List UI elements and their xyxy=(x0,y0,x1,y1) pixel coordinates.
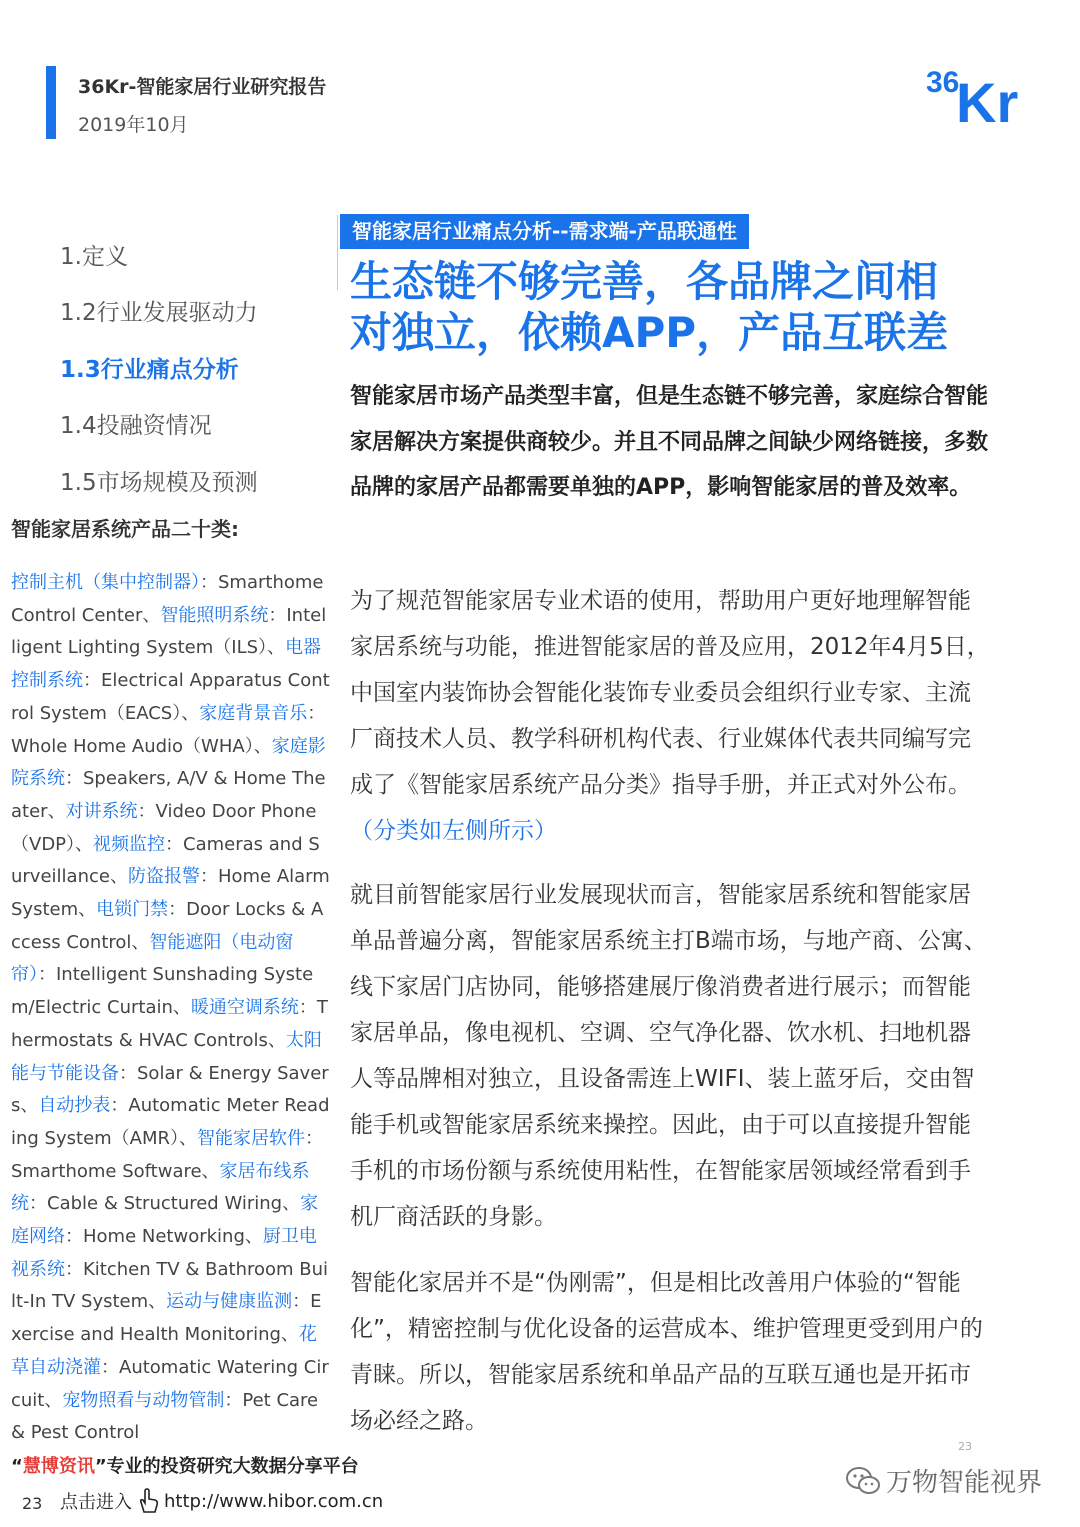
page-number-small: 23 xyxy=(958,1440,972,1453)
page-number: 23 xyxy=(22,1494,43,1513)
section-tag: 智能家居行业痛点分析--需求端-产品联通性 xyxy=(340,214,749,249)
category-cn: 花草自动浇灌 xyxy=(11,1324,317,1378)
category-en: ：Kitchen TV & Bathroom Built-In TV System、 xyxy=(11,1258,329,1313)
site-url-link[interactable]: http://www.hibor.com.cn xyxy=(164,1490,384,1512)
category-cn: 自动抄表 xyxy=(38,1095,111,1117)
category-cn: 电器控制系统 xyxy=(11,637,322,692)
category-en: ：Automatic Meter Reading System（AMR）、 xyxy=(11,1095,330,1149)
wechat-watermark xyxy=(846,1462,1042,1499)
category-cn: 智能家居软件 xyxy=(197,1127,306,1149)
category-cn: 运动与健康监测 xyxy=(166,1291,293,1313)
headline-line-1: 生态链不够完善，各品牌之间相 xyxy=(350,257,939,306)
category-en: ：Video Door Phone（VDP）、 xyxy=(11,800,317,855)
category-en: ：Exercise and Health Monitoring、 xyxy=(11,1291,322,1346)
category-en: ：Intelligent Lighting System（ILS）、 xyxy=(11,604,327,659)
category-cn: 家居布线系统 xyxy=(11,1160,310,1215)
category-cn: 暖通空调系统 xyxy=(190,997,299,1019)
category-cn: 厨卫电视系统 xyxy=(11,1226,317,1280)
category-en: ：Speakers, A/V & Home Theater、 xyxy=(11,768,326,822)
nav-item-pain-points[interactable]: 1.3行业痛点分析 xyxy=(60,357,239,383)
category-cn: 智能遮阳（电动窗帘） xyxy=(11,931,294,986)
category-en: ：Cable & Structured Wiring、 xyxy=(29,1193,301,1215)
wechat-icon xyxy=(846,1466,880,1496)
category-cn: 家庭背景音乐 xyxy=(199,702,308,724)
category-en: ：Intelligent Sunshading System/Electric Curtain、 xyxy=(11,964,314,1019)
click-label: 点击进入 xyxy=(60,1492,132,1513)
side-note: （分类如左侧所示） xyxy=(350,818,557,844)
category-en: ：Electrical Apparatus Control System（EACS）、 xyxy=(11,670,330,724)
category-en: ：Smarthome Software、 xyxy=(11,1127,324,1182)
category-cn: 电锁门禁 xyxy=(96,899,169,921)
report-title: 36Kr-智能家居行业研究报告 xyxy=(78,76,327,98)
category-en: ：Home Networking、 xyxy=(65,1226,263,1248)
quote-mark: “ xyxy=(11,1456,23,1477)
headline-line-2: 对独立，依赖APP，产品互联差 xyxy=(350,308,949,357)
category-en: ：Automatic Watering Circuit、 xyxy=(11,1356,329,1411)
lead-paragraph: 智能家居市场产品类型丰富，但是生态链不够完善，家庭综合智能家居解决方案提供商较少。并且不同品牌之间缺少网络链接，多数品牌的家居产品都需要单独的APP，影响智能家居的普及效率。 xyxy=(350,384,989,500)
watermark-text: 万物智能视界 xyxy=(886,1468,1043,1498)
category-en: ：Thermostats & HVAC Controls、 xyxy=(11,997,328,1051)
category-en: ：Smarthome Control Center、 xyxy=(11,572,324,626)
report-date: 2019年10月 xyxy=(78,114,189,136)
category-cn: 控制主机（集中控制器） xyxy=(11,572,200,593)
category-en: ：Pet Care & Pest Control xyxy=(11,1389,319,1444)
category-cn: 家庭网络 xyxy=(11,1193,319,1248)
body-paragraph-3: 智能化家居并不是“伪刚需”，但是相比改善用户体验的“智能化”，精密控制与优化设备的运营成本、维护管理更受到用户的青睐。所以，智能家居系统和单品产品的互联互通也是开拓市场必经之路。 xyxy=(350,1270,983,1434)
nav-item-financing[interactable]: 1.4投融资情况 xyxy=(60,413,212,439)
category-cn: 智能照明系统 xyxy=(160,604,269,626)
category-en: ：Home Alarm System、 xyxy=(11,866,330,921)
headline xyxy=(350,256,1010,358)
promo-link-row[interactable] xyxy=(60,1488,383,1514)
category-en: ：Door Locks & Access Control、 xyxy=(11,899,324,953)
category-cn: 防盗报警 xyxy=(127,866,200,888)
category-cn: 宠物照看与动物管制 xyxy=(62,1389,225,1411)
nav-item-definition[interactable]: 1.定义 xyxy=(60,244,128,270)
promo-text xyxy=(11,1452,359,1478)
hand-pointer-icon xyxy=(136,1488,160,1514)
category-cn: 对讲系统 xyxy=(65,800,138,822)
promo-tagline: ”专业的投资研究大数据分享平台 xyxy=(94,1456,359,1477)
category-en: ：Cameras and Surveillance、 xyxy=(11,833,320,888)
category-en: ：Solar & Energy Savers、 xyxy=(11,1062,329,1117)
brand-name: 慧博资讯 xyxy=(22,1456,95,1477)
svg-text:Kr: Kr xyxy=(956,71,1019,128)
svg-text:36: 36 xyxy=(926,66,960,99)
category-list-title: 智能家居系统产品二十类: xyxy=(11,517,239,541)
nav-item-drivers[interactable]: 1.2行业发展驱动力 xyxy=(60,300,258,326)
body-paragraph-2: 就目前智能家居行业发展现状而言，智能家居系统和智能家居单品普遍分离，智能家居系统主打B端市场，与地产商、公寓、线下家居门店协同，能够搭建展厅像消费者进行展示；而智能家居单品，像电视机、空调、空气净化器、饮水机、扫地机器人等品牌相对独立，且设备需连上WIFI、装上蓝牙后，交由智能手机或智能家居系统来操控。因此，由于可以直接提升智能手机的市场份额与系统使用粘性，在智能家居领域经常看到手机厂商活跃的身影。 xyxy=(350,882,987,1230)
category-list xyxy=(11,567,331,1450)
category-en: ：Whole Home Audio（WHA）、 xyxy=(11,702,326,757)
category-cn: 家庭影院系统 xyxy=(11,735,326,790)
sidebar-divider xyxy=(337,215,338,290)
category-cn: 视频监控 xyxy=(93,833,166,855)
36kr-logo xyxy=(926,58,1040,128)
category-cn: 太阳能与节能设备 xyxy=(11,1029,322,1084)
body-paragraph-1 xyxy=(350,578,992,854)
header-accent-bar xyxy=(46,66,56,139)
nav-item-market-size[interactable]: 1.5市场规模及预测 xyxy=(60,470,258,496)
paragraph-text: 为了规范智能家居专业术语的使用，帮助用户更好地理解智能家居系统与功能，推进智能家居的普及应用，2012年4月5日，中国室内装饰协会智能化装饰专业委员会组织行业专家、主流厂商技术人员、教学科研机构代表、行业媒体代表共同编写完成了《智能家居系统产品分类》指导手册，并正式对外公布。 xyxy=(350,588,990,798)
